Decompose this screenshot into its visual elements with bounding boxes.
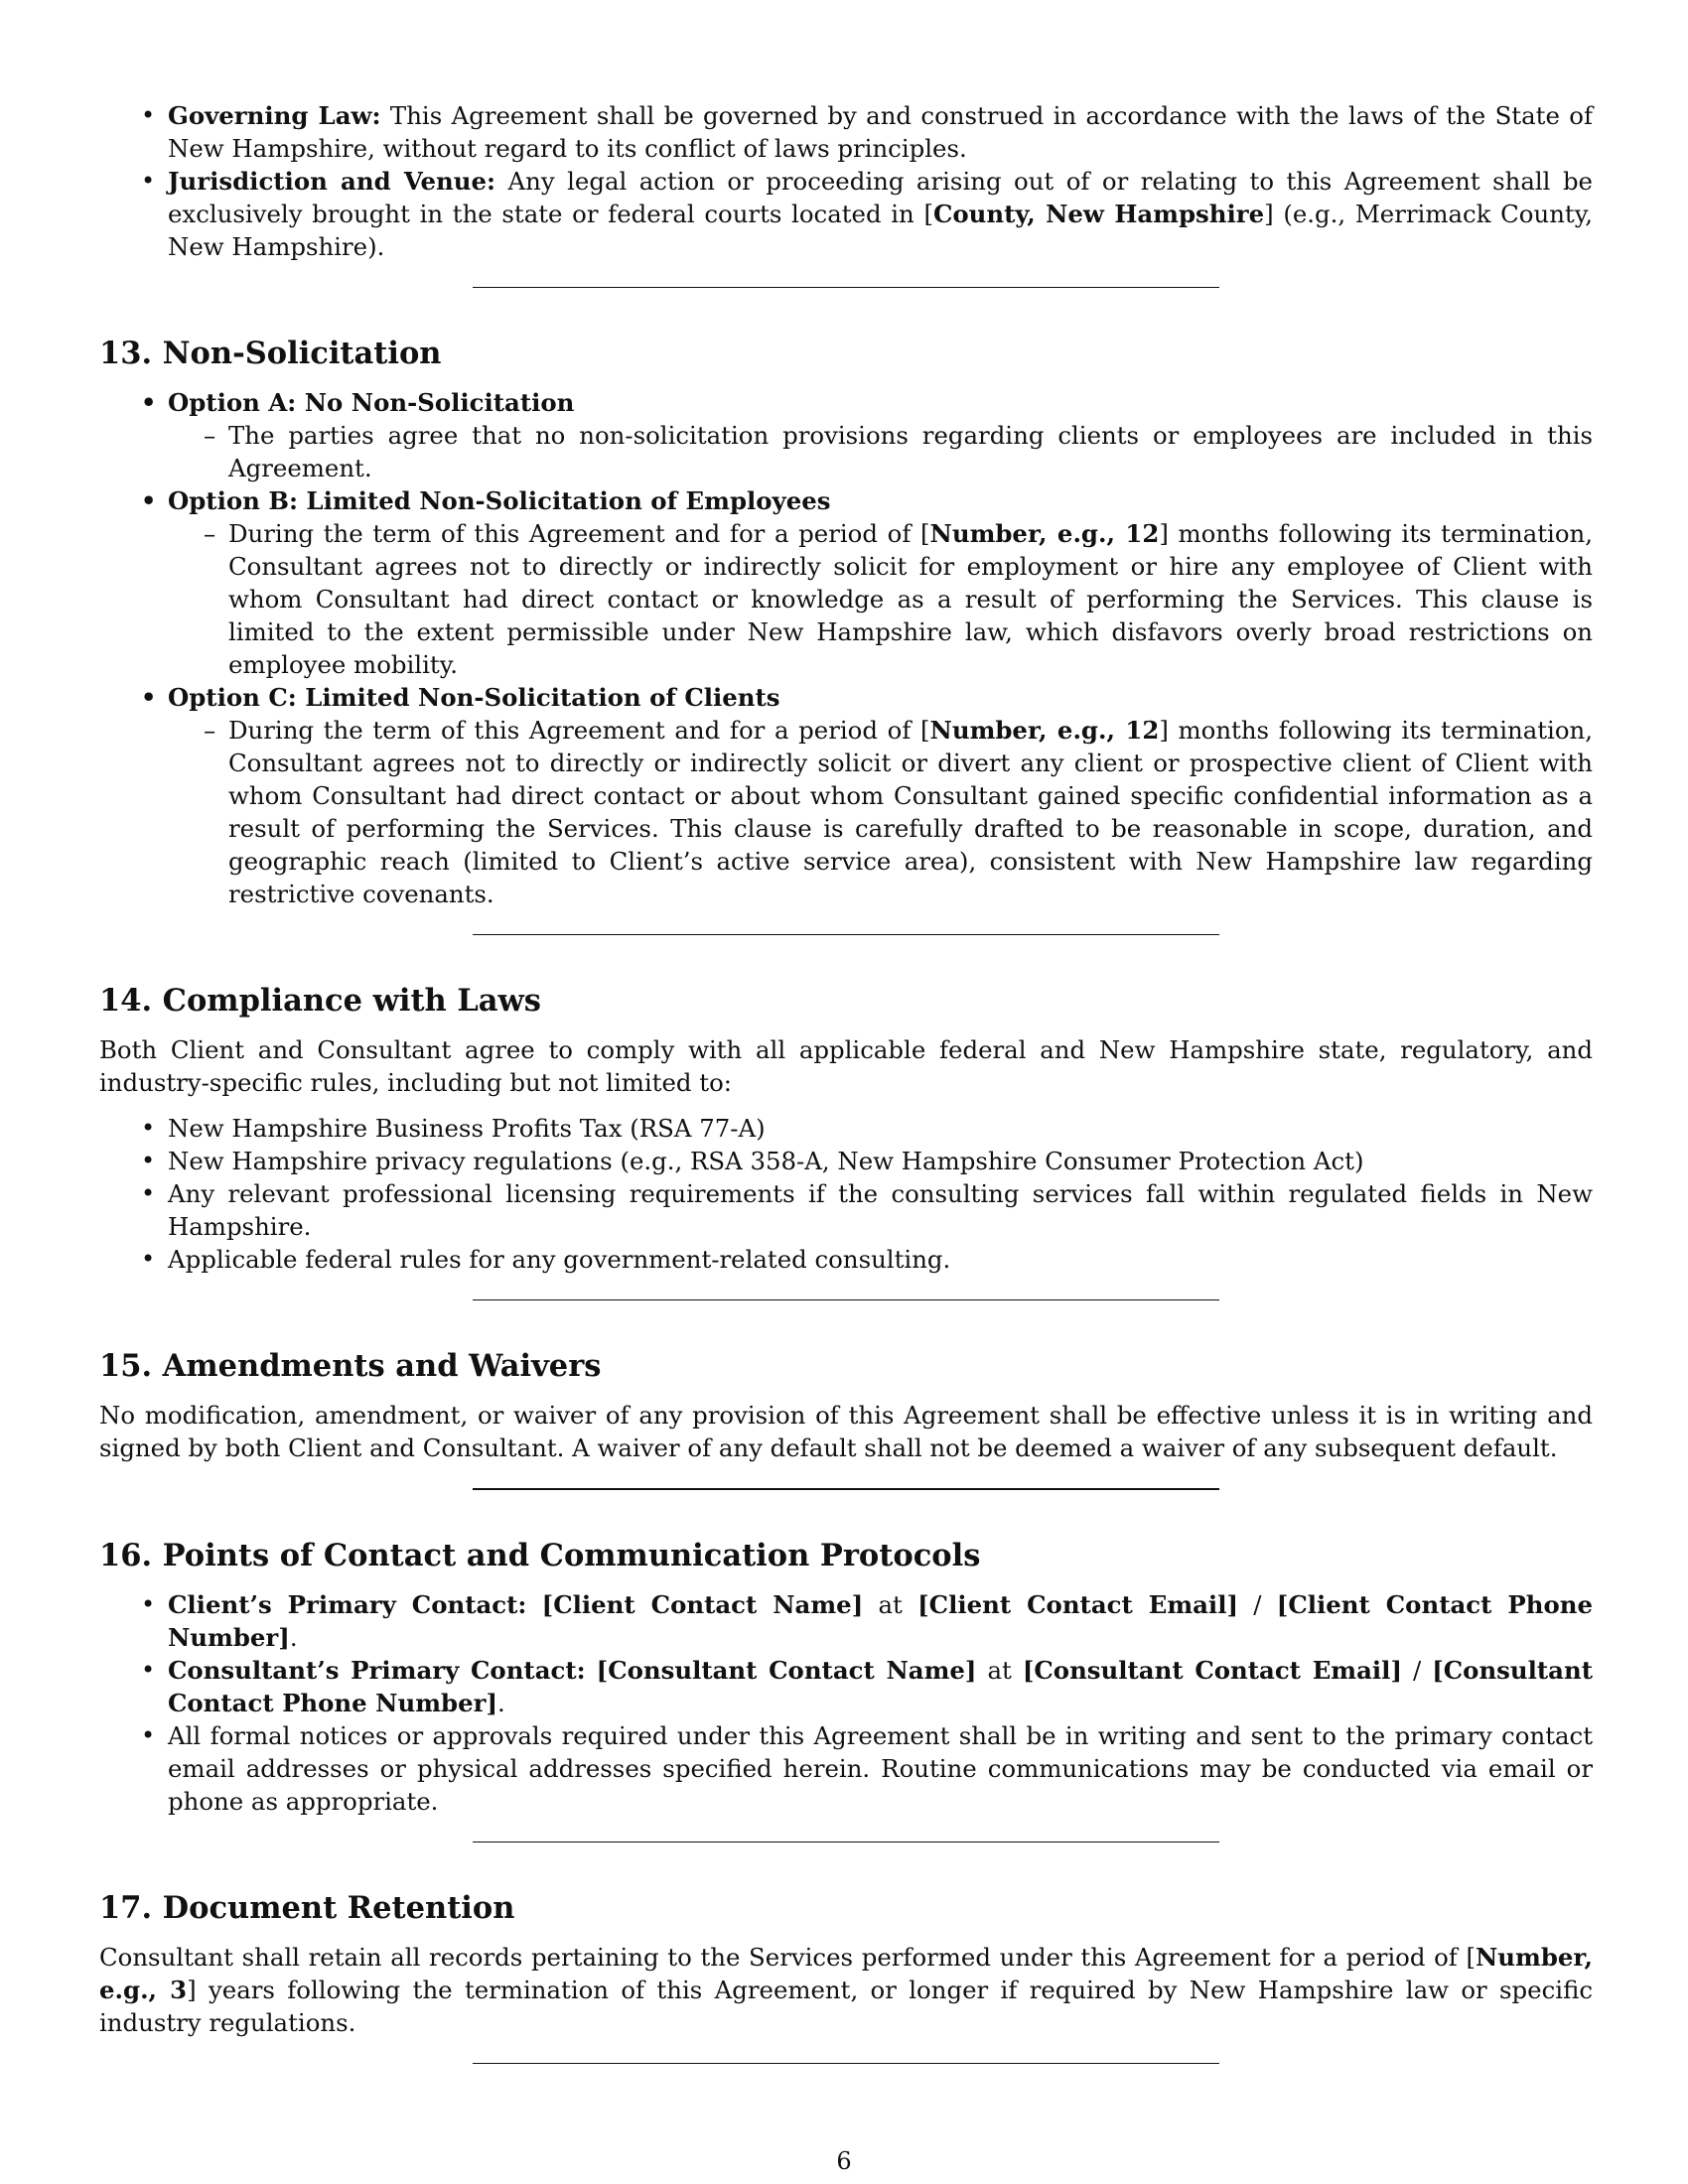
list-item: • New Hampshire Business Profits Tax (RSA 77-A) (99, 1112, 1593, 1145)
option-label: • Option A: No Non-Solicitation (99, 386, 1593, 419)
section-divider (473, 287, 1219, 288)
section-heading: 14. Compliance with Laws (99, 983, 541, 1019)
text-span: During the term of this Agreement and for a period of [ (228, 716, 930, 745)
list-item (99, 165, 1593, 263)
text-span: ] months following its termination, Consultant agrees not to directly or indirectly solicit or divert any client or prospective client of Client with whom Consultant had direct contact or about whom Consultant gained specific confidential information as a result of performing the Services. This clause is carefully drafted to be reasonable in scope, duration, and geographic reach (limited to Client’s active service area), consistent with New Hampshire law regarding restrictive covenants. (228, 716, 1594, 908)
option-text (99, 517, 1593, 681)
section-divider (473, 934, 1219, 935)
section-heading: 16. Points of Contact and Communication Protocols (99, 1538, 981, 1573)
compliance-list (99, 1112, 1593, 1276)
section-heading: 13. Non-Solicitation (99, 336, 442, 371)
placeholder-field: Client Contact Email (928, 1590, 1227, 1619)
list-item: • Client’s Primary Contact: [Client Contact Name] at [Client Contact Email] / [Client Contact Phone Number]. (99, 1588, 1593, 1654)
text-span: at (878, 1590, 903, 1619)
section-divider (473, 1299, 1219, 1300)
placeholder-field: Number, e.g., 12 (929, 716, 1160, 745)
text-span: ] months following its termination, Consultant agrees not to directly or indirectly solicit for employment or hire any employee of Client with whom Consultant had direct contact or knowledge as a result of performing the Services. This clause is limited to the extent permissible under New Hampshire law, which disfavors overly broad restrictions on employee mobility. (228, 519, 1594, 679)
document-page (99, 99, 1593, 2064)
list-item: • Consultant’s Primary Contact: [Consultant Contact Name] at [Consultant Contact Email] / [Consultant Contact Phone Number]. (99, 1654, 1593, 1719)
governing-law-list (99, 99, 1593, 263)
section-paragraph (99, 1941, 1593, 2039)
contact-label: Consultant’s Primary Contact: (168, 1656, 586, 1685)
section-divider (473, 1842, 1219, 1843)
contact-label: Client’s Primary Contact: (168, 1590, 527, 1619)
list-item: • Any relevant professional licensing requirements if the consulting services fall within regulated fields in New Hampshire. (99, 1177, 1593, 1243)
section-divider (473, 2063, 1219, 2064)
section-heading: 15. Amendments and Waivers (99, 1348, 602, 1384)
page-number: 6 (836, 2147, 852, 2175)
list-item (99, 99, 1593, 165)
bullet-label: Governing Law: (168, 101, 381, 130)
bullet-text: Any legal action or proceeding arising out of or relating to this Agreement shall be exclusively brought in the state or federal courts located in [ (168, 167, 1593, 228)
text-span: During the term of this Agreement and for a period of [ (228, 519, 930, 548)
text-span: ] years following the termination of this Agreement, or longer if required by New Hampshire law or specific industry regulations. (99, 1976, 1593, 2037)
placeholder-field: Client Contact Name (553, 1590, 852, 1619)
text-span: at (987, 1656, 1012, 1685)
option-label: • Option C: Limited Non-Solicitation of Clients (99, 681, 1593, 714)
placeholder-field: Number, e.g., 3 (99, 1943, 1593, 2004)
section-divider (473, 1488, 1219, 1490)
text-span: Consultant shall retain all records pertaining to the Services performed under this Agreement for a period of [ (99, 1943, 1477, 1972)
option-text: – The parties agree that no non-solicitation provisions regarding clients or employees are included in this Agreement. (99, 419, 1593, 484)
placeholder-field: County, New Hampshire (932, 200, 1265, 228)
section-paragraph: Both Client and Consultant agree to comply with all applicable federal and New Hampshire state, regulatory, and industry-specific rules, including but not limited to: (99, 1035, 1593, 1097)
placeholder-field: Client Contact Phone Number (168, 1590, 1593, 1652)
option-text (99, 714, 1593, 910)
bullet-label: Jurisdiction and Venue: (168, 167, 496, 196)
placeholder-field: Consultant Contact Name (608, 1656, 965, 1685)
list-item: • Applicable federal rules for any government-related consulting. (99, 1243, 1593, 1276)
placeholder-field: Number, e.g., 12 (929, 519, 1160, 548)
list-item: • All formal notices or approvals required under this Agreement shall be in writing and sent to the primary contact email addresses or physical addresses specified herein. Routine communications may be conducted via email or phone as appropriate. (99, 1719, 1593, 1818)
list-item: • New Hampshire privacy regulations (e.g., RSA 358-A, New Hampshire Consumer Protection Act) (99, 1145, 1593, 1177)
section-heading: 17. Document Retention (99, 1890, 515, 1926)
bullet-text: ] (e.g., Merrimack County, New Hampshire). (168, 200, 1593, 261)
contacts-list (99, 1588, 1593, 1818)
bullet-text: This Agreement shall be governed by and construed in accordance with the laws of the State of New Hampshire, without regard to its conflict of laws principles. (168, 101, 1593, 163)
option-label: • Option B: Limited Non-Solicitation of Employees (99, 484, 1593, 517)
placeholder-field: Consultant Contact Email (1034, 1656, 1391, 1685)
placeholder-field: Consultant Contact Phone Number (168, 1656, 1593, 1717)
section-paragraph: No modification, amendment, or waiver of any provision of this Agreement shall be effective unless it is in writing and signed by both Client and Consultant. A waiver of any default shall not be deemed a waiver of any subsequent default. (99, 1401, 1593, 1462)
non-solicitation-options (99, 386, 1593, 910)
